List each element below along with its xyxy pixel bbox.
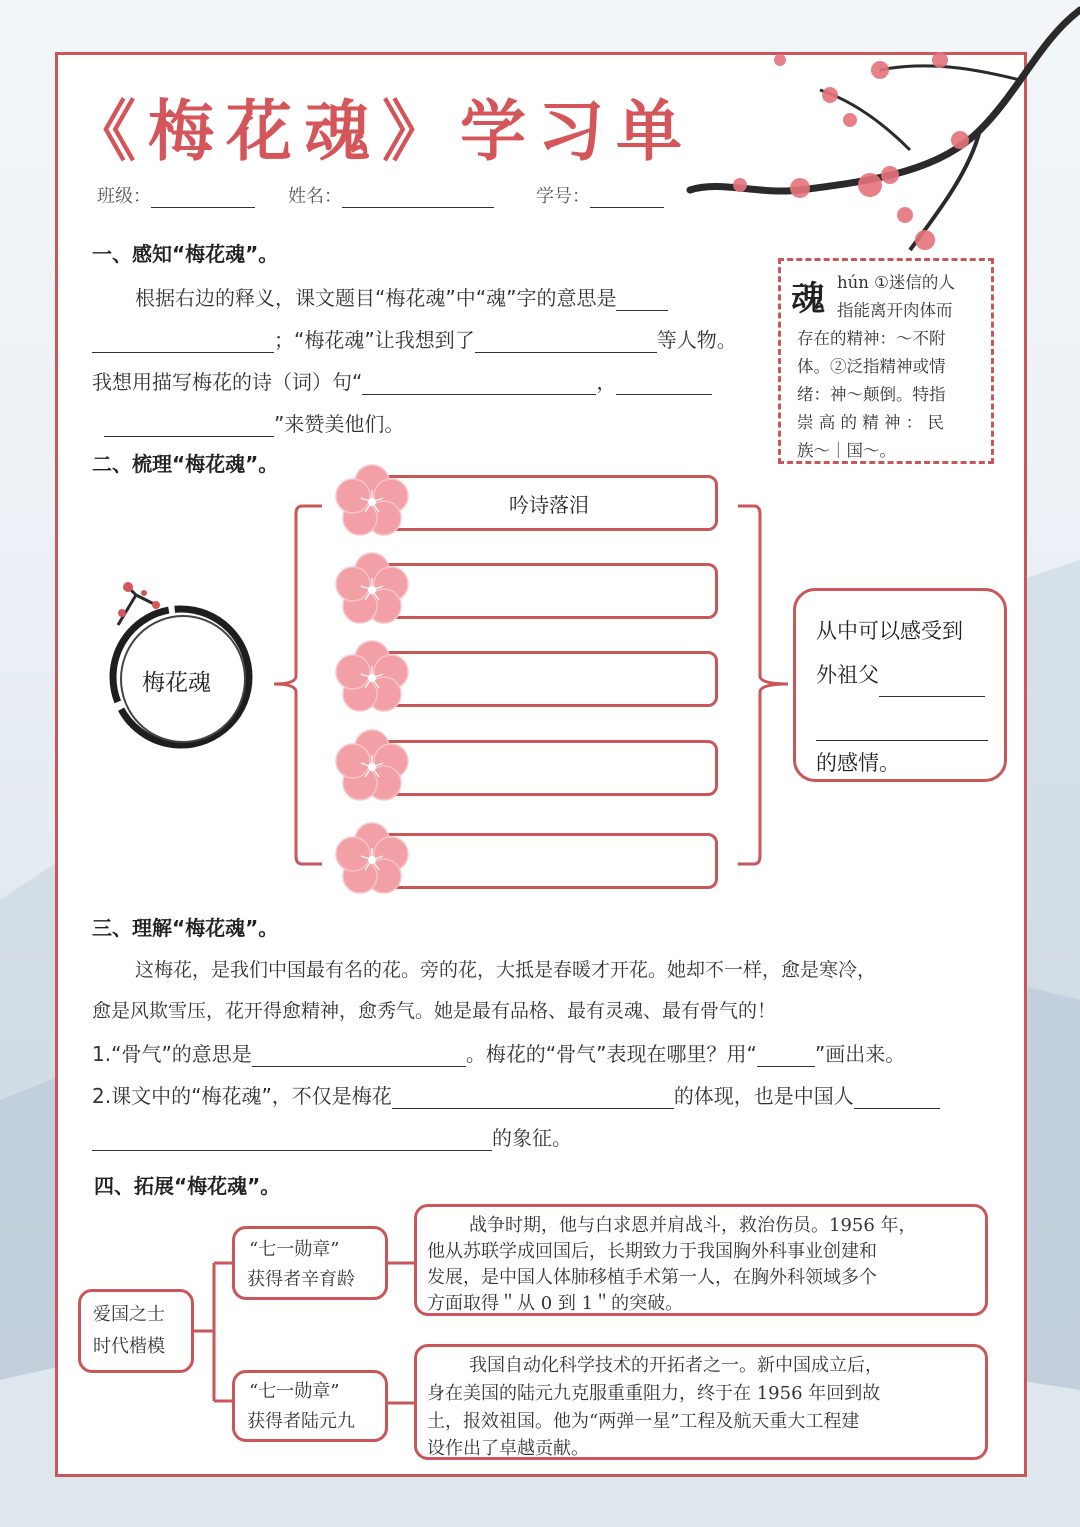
question-2-cont: 的象征。 <box>92 1122 572 1151</box>
plum-flower-icon <box>332 638 412 718</box>
desc-2-line: 设作出了卓越贡献。 <box>427 1438 589 1459</box>
blank[interactable] <box>616 292 668 311</box>
summary-row-2[interactable] <box>380 563 718 619</box>
person-label-1-line2: 获得者辛育龄 <box>247 1269 355 1290</box>
desc-2-line: 我国自动化科学技术的开拓者之一。新中国成立后， <box>469 1355 883 1376</box>
definition-line-3: 存在的精神：～不附 <box>797 329 946 348</box>
id-field[interactable] <box>536 182 664 208</box>
feeling-box <box>793 588 1007 782</box>
definition-char: 魂 <box>791 279 825 319</box>
blank[interactable] <box>757 1048 815 1067</box>
section2-heading: 二、梳理“梅花魂”。 <box>92 452 279 476</box>
person-desc-2 <box>414 1344 988 1460</box>
id-blank[interactable] <box>590 189 664 208</box>
feeling-line-1: 从中可以感受到 <box>816 619 963 643</box>
summary-row-1[interactable] <box>380 475 718 531</box>
section1-heading: 一、感知“梅花魂”。 <box>92 242 279 266</box>
class-field[interactable] <box>97 182 255 208</box>
blank[interactable] <box>475 334 657 353</box>
root-node <box>78 1289 194 1373</box>
class-label: 班级： <box>97 186 151 207</box>
section1-line3: 我想用描写梅花的诗（词）句“ ， <box>92 366 712 395</box>
definition-line-7: 族～｜国～。 <box>797 441 896 460</box>
desc-1-line: 发展，是中国人体肺移植手术第一人，在胸外科领域多个 <box>427 1267 877 1288</box>
plum-flower-icon <box>332 727 412 807</box>
summary-row-3[interactable] <box>380 651 718 707</box>
blank[interactable] <box>854 1090 940 1109</box>
passage-line-1: 这梅花，是我们中国最有名的花。旁的花，大抵是春暖才开花。她却不一样，愈是寒冷， <box>135 959 877 981</box>
person-label-2 <box>232 1370 388 1442</box>
person-desc-1 <box>414 1204 988 1316</box>
name-blank[interactable] <box>342 189 494 208</box>
center-node-label: 梅花魂 <box>142 670 211 696</box>
definition-box <box>778 258 994 464</box>
id-label: 学号： <box>536 186 590 207</box>
plum-flower-icon <box>332 462 412 542</box>
definition-line-2: 指能离开肉体而 <box>837 301 953 320</box>
root-line-1: 爱国之士 <box>93 1304 165 1325</box>
section1-line1: 根据右边的释义，课文题目“梅花魂”中“魂”字的意思是 <box>135 282 668 311</box>
blank[interactable] <box>104 418 274 437</box>
section4-heading: 四、拓展“梅花魂”。 <box>94 1174 281 1198</box>
section3-heading: 三、理解“梅花魂”。 <box>92 916 279 940</box>
desc-2-line: 身在美国的陆元九克服重重阻力，终于在 1956 年回到故 <box>427 1383 881 1404</box>
plum-flower-icon <box>332 550 412 630</box>
desc-1-line: 方面取得＂从 0 到 1＂的突破。 <box>427 1293 684 1314</box>
class-blank[interactable] <box>151 189 255 208</box>
blank[interactable] <box>392 1090 674 1109</box>
summary-row-text: 吟诗落泪 <box>509 492 589 517</box>
blank[interactable] <box>879 678 985 697</box>
passage-line-2: 愈是风欺雪压，花开得愈精神，愈秀气。她是最有品格、最有灵魂、最有骨气的！ <box>92 1000 777 1022</box>
blank[interactable] <box>362 376 596 395</box>
person-label-2-line2: 获得者陆元九 <box>247 1411 355 1432</box>
section1-line4: ”来赞美他们。 <box>104 408 404 437</box>
blank[interactable] <box>92 334 274 353</box>
feeling-line-3 <box>816 697 984 741</box>
blank[interactable] <box>92 1132 492 1151</box>
definition-line-6: 崇 高 的 精 神 ： 民 <box>797 413 944 432</box>
name-field[interactable] <box>288 182 494 208</box>
summary-row-5[interactable] <box>380 833 718 889</box>
blank[interactable] <box>816 722 988 741</box>
person-label-1-line1: “七一勋章” <box>249 1239 340 1260</box>
person-label-2-line1: “七一勋章” <box>249 1381 340 1402</box>
section1-line2: ；“梅花魂”让我想到了 等人物。 <box>92 324 737 353</box>
feeling-line-2: 外祖父 <box>816 653 984 697</box>
desc-1-line: 他从苏联学成回国后，长期致力于我国胸外科事业创建和 <box>427 1241 877 1262</box>
plum-branch-decoration <box>680 0 1080 270</box>
desc-1-line: 战争时期，他与白求恩并肩战斗，救治伤员。1956 年， <box>469 1215 917 1236</box>
desc-2-line: 土，报效祖国。他为“两弹一星”工程及航天重大工程建 <box>427 1411 860 1432</box>
definition-line-5: 绪：神～颠倒。特指 <box>797 385 946 404</box>
page-title: 《梅花魂》学习单 <box>70 93 694 170</box>
plum-flower-icon <box>332 820 412 900</box>
person-label-1 <box>232 1226 388 1300</box>
summary-row-4[interactable] <box>380 740 718 796</box>
question-2: 2.课文中的“梅花魂”，不仅是梅花 的体现，也是中国人 <box>92 1080 940 1109</box>
blank[interactable] <box>252 1048 466 1067</box>
root-line-2: 时代楷模 <box>93 1336 165 1357</box>
definition-line-4: 体。②泛指精神或情 <box>797 357 946 376</box>
question-1: 1.“骨气”的意思是 。梅花的“骨气”表现在哪里？用“ ”画出来。 <box>92 1042 906 1066</box>
feeling-line-4: 的感情。 <box>816 751 900 775</box>
blank[interactable] <box>616 376 712 395</box>
name-label: 姓名： <box>288 186 342 207</box>
definition-line-1: hún ①迷信的人 <box>837 273 955 292</box>
